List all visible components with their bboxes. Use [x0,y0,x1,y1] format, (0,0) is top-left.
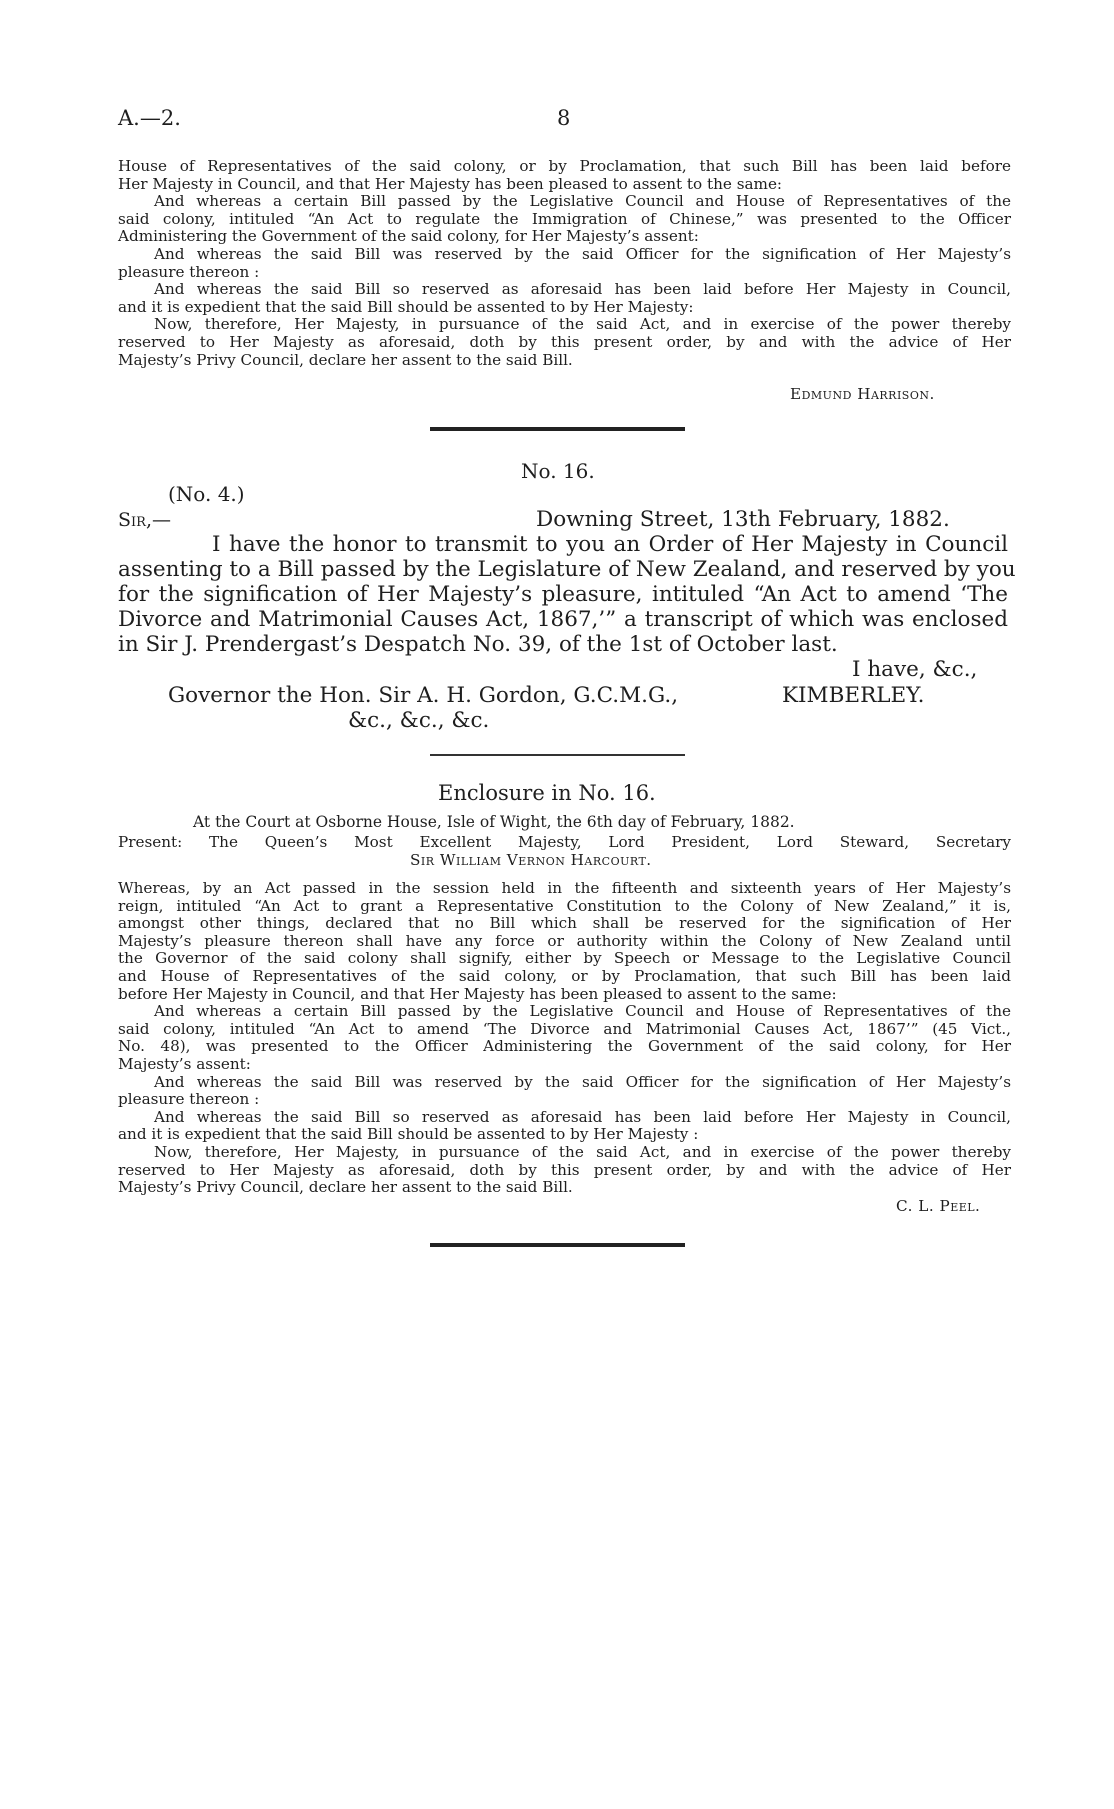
text-line: pleasure thereon : [118,1090,260,1109]
text-line: reign, intituled “An Act to grant a Representative Constitution to the Colony of New Zealand,” it is, [118,896,1011,915]
text-line: No. 48), was presented to the Officer Administering the Government of the said colony, for Her [118,1037,1011,1056]
enclosure-heading: Enclosure in No. 16. [438,781,656,805]
text-line: Divorce and Matrimonial Causes Act, 1867,’” a transcript of which was enclosed [118,607,1008,632]
enclosure-signature: C. L. Peel. [896,1197,981,1215]
text-line: assenting to a Bill passed by the Legislature of New Zealand, and reserved by you [118,557,1016,582]
text-line: Majesty’s Privy Council, declare her assent to the said Bill. [118,1178,573,1197]
text-line: and it is expedient that the said Bill should be assented to by Her Majesty: [118,297,694,316]
despatch-salutation: Sir,— [118,509,171,531]
despatch-signature: KIMBERLEY. [782,683,925,708]
previous-order-signature: Edmund Harrison. [790,385,935,403]
text-line: the Governor of the said colony shall signify, either by Speech or Message to the Legislative Council [118,949,1011,968]
text-line: reserved to Her Majesty as aforesaid, doth by this present order, by and with the advice of Her [118,1160,1011,1179]
text-line: Majesty’s assent: [118,1054,251,1073]
text-line: And whereas the said Bill so reserved as aforesaid has been laid before Her Majesty in Council, [154,1107,1011,1126]
despatch-body [118,532,1016,657]
text-line: Now, therefore, Her Majesty, in pursuance of the said Act, and in exercise of the power thereby [154,1142,1011,1161]
text-line: in Sir J. Prendergast’s Despatch No. 39, of the 1st of October last. [118,632,838,657]
text-line: said colony, intituled “An Act to regulate the Immigration of Chinese,” was presented to the Officer [118,209,1011,228]
section-divider [430,427,685,431]
text-line: And whereas the said Bill was reserved by the said Officer for the signification of Her Majesty’s [154,244,1011,263]
text-line: reserved to Her Majesty as aforesaid, doth by this present order, by and with the advice of Her [118,332,1011,351]
text-line: Her Majesty in Council, and that Her Majesty has been pleased to assent to the same: [118,174,783,193]
text-line: Administering the Government of the said colony, for Her Majesty’s assent: [118,227,699,246]
text-line: amongst other things, declared that no Bill which shall be reserved for the signification of Her [118,914,1011,933]
paper-reference: A.—2. [118,106,181,130]
text-line: House of Representatives of the said colony, or by Proclamation, that such Bill has been laid before [118,157,1011,175]
despatch-reference: (No. 4.) [168,482,245,506]
previous-order-text [118,158,1011,369]
text-line: Sir William Vernon Harcourt. [410,850,652,869]
present-line [118,834,1011,869]
despatch-heading: No. 16. [521,459,595,483]
despatch-addressee-continued: &c., &c., &c. [348,708,490,733]
text-line: And whereas the said Bill was reserved by the said Officer for the signification of Her Majesty’s [154,1072,1011,1091]
despatch-addressee: Governor the Hon. Sir A. H. Gordon, G.C.M.G., [168,683,679,708]
despatch-closing: I have, &c., [852,657,978,682]
text-line: before Her Majesty in Council, and that Her Majesty has been pleased to assent to the same: [118,984,837,1003]
text-line: And whereas a certain Bill passed by the Legislative Council and House of Representatives of the [154,1002,1011,1021]
text-line: for the signification of Her Majesty’s pleasure, intituled “An Act to amend ‘The [118,582,1008,607]
text-line: Majesty’s Privy Council, declare her assent to the said Bill. [118,350,573,369]
section-divider [430,754,685,756]
enclosure-order-text [118,880,1011,1197]
text-line: pleasure thereon : [118,262,260,281]
text-line: and it is expedient that the said Bill should be assented to by Her Majesty : [118,1125,699,1144]
text-line: I have the honor to transmit to you an Order of Her Majesty in Council [212,532,1008,557]
despatch-place-date: Downing Street, 13th February, 1882. [536,507,950,532]
text-line: Present: The Queen’s Most Excellent Majesty, Lord President, Lord Steward, Secretary [118,833,1011,851]
section-divider [430,1243,685,1247]
text-line: Whereas, by an Act passed in the session held in the fifteenth and sixteenth years of Her Majesty’s [118,879,1011,897]
text-line: And whereas the said Bill so reserved as aforesaid has been laid before Her Majesty in Council, [154,280,1011,299]
text-line: Majesty’s pleasure thereon shall have any force or authority within the Colony of New Zealand until [118,931,1011,950]
text-line: said colony, intituled “An Act to amend ‘The Divorce and Matrimonial Causes Act, 1867’” (45 Vict., [118,1019,1011,1038]
page-number: 8 [557,106,571,130]
text-line: Now, therefore, Her Majesty, in pursuance of the said Act, and in exercise of the power thereby [154,315,1011,334]
court-line: At the Court at Osborne House, Isle of Wight, the 6th day of February, 1882. [193,813,795,831]
text-line: And whereas a certain Bill passed by the Legislative Council and House of Representatives of the [154,192,1011,211]
text-line: and House of Representatives of the said colony, or by Proclamation, that such Bill has been laid [118,966,1011,985]
